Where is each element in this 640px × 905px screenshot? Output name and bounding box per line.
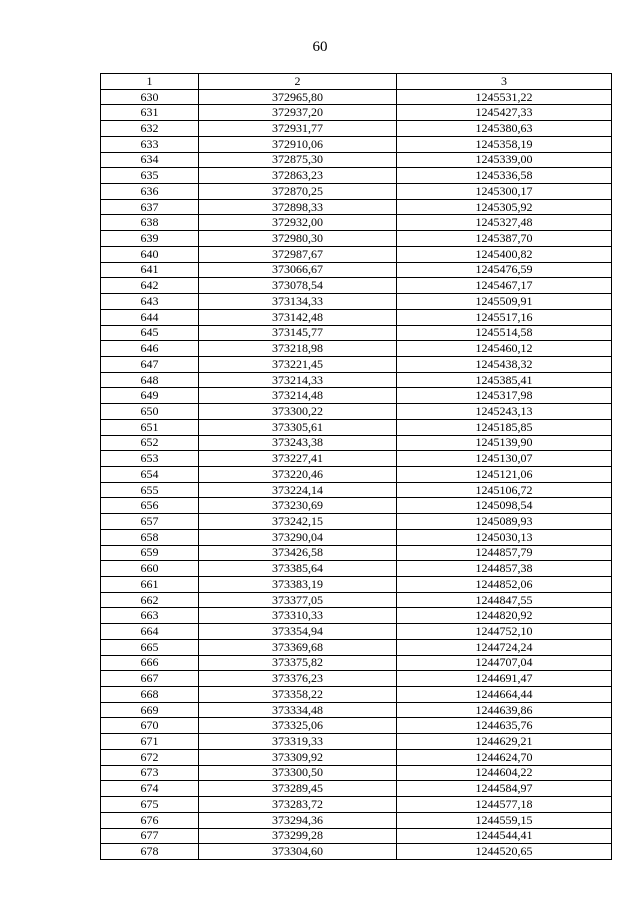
- cell-x-coordinate: 373214,33: [199, 372, 397, 388]
- table-row: [101, 514, 612, 530]
- cell-y-coordinate: 1245139,90: [397, 435, 612, 451]
- cell-x-coordinate: 373385,64: [199, 561, 397, 577]
- cell-y-coordinate: 1245336,58: [397, 168, 612, 184]
- table-row: [101, 435, 612, 451]
- cell-point-number: 643: [101, 294, 199, 310]
- cell-x-coordinate: 373221,45: [199, 356, 397, 372]
- cell-x-coordinate: 373377,05: [199, 592, 397, 608]
- table-row: [101, 199, 612, 215]
- column-header-y: 3: [397, 74, 612, 90]
- cell-y-coordinate: 1245185,85: [397, 419, 612, 435]
- cell-x-coordinate: 372937,20: [199, 105, 397, 121]
- cell-y-coordinate: 1245300,17: [397, 184, 612, 200]
- cell-x-coordinate: 373309,92: [199, 749, 397, 765]
- cell-point-number: 652: [101, 435, 199, 451]
- cell-point-number: 649: [101, 388, 199, 404]
- cell-x-coordinate: 373242,15: [199, 514, 397, 530]
- cell-point-number: 666: [101, 655, 199, 671]
- table-row: [101, 781, 612, 797]
- cell-x-coordinate: 373066,67: [199, 262, 397, 278]
- table-row: [101, 325, 612, 341]
- cell-x-coordinate: 373310,33: [199, 608, 397, 624]
- cell-y-coordinate: 1245438,32: [397, 356, 612, 372]
- cell-y-coordinate: 1244635,76: [397, 718, 612, 734]
- cell-x-coordinate: 372870,25: [199, 184, 397, 200]
- table-row: [101, 482, 612, 498]
- table-row: [101, 419, 612, 435]
- cell-y-coordinate: 1245358,19: [397, 136, 612, 152]
- cell-y-coordinate: 1244852,06: [397, 577, 612, 593]
- cell-point-number: 672: [101, 749, 199, 765]
- cell-point-number: 654: [101, 466, 199, 482]
- cell-x-coordinate: 373218,98: [199, 341, 397, 357]
- cell-y-coordinate: 1244847,55: [397, 592, 612, 608]
- cell-y-coordinate: 1245243,13: [397, 404, 612, 420]
- cell-point-number: 670: [101, 718, 199, 734]
- cell-point-number: 633: [101, 136, 199, 152]
- cell-point-number: 669: [101, 702, 199, 718]
- coordinates-table: [100, 73, 612, 860]
- cell-y-coordinate: 1245509,91: [397, 294, 612, 310]
- cell-y-coordinate: 1245305,92: [397, 199, 612, 215]
- cell-x-coordinate: 373376,23: [199, 671, 397, 687]
- cell-y-coordinate: 1245317,98: [397, 388, 612, 404]
- cell-x-coordinate: 373319,33: [199, 734, 397, 750]
- cell-y-coordinate: 1245514,58: [397, 325, 612, 341]
- cell-y-coordinate: 1245467,17: [397, 278, 612, 294]
- table-row: [101, 687, 612, 703]
- cell-y-coordinate: 1245106,72: [397, 482, 612, 498]
- cell-y-coordinate: 1245531,22: [397, 89, 612, 105]
- table-row: [101, 577, 612, 593]
- cell-x-coordinate: 373305,61: [199, 419, 397, 435]
- table-row: [101, 765, 612, 781]
- cell-y-coordinate: 1244707,04: [397, 655, 612, 671]
- cell-x-coordinate: 372910,06: [199, 136, 397, 152]
- cell-y-coordinate: 1245380,63: [397, 121, 612, 137]
- cell-point-number: 661: [101, 577, 199, 593]
- cell-point-number: 665: [101, 639, 199, 655]
- cell-y-coordinate: 1244820,92: [397, 608, 612, 624]
- cell-x-coordinate: 373426,58: [199, 545, 397, 561]
- table-row: [101, 797, 612, 813]
- cell-y-coordinate: 1244691,47: [397, 671, 612, 687]
- cell-x-coordinate: 373334,48: [199, 702, 397, 718]
- cell-y-coordinate: 1244664,44: [397, 687, 612, 703]
- cell-x-coordinate: 373230,69: [199, 498, 397, 514]
- cell-point-number: 677: [101, 828, 199, 844]
- cell-point-number: 650: [101, 404, 199, 420]
- cell-y-coordinate: 1244624,70: [397, 749, 612, 765]
- cell-point-number: 638: [101, 215, 199, 231]
- table-row: [101, 828, 612, 844]
- cell-point-number: 644: [101, 309, 199, 325]
- cell-point-number: 660: [101, 561, 199, 577]
- cell-point-number: 646: [101, 341, 199, 357]
- cell-point-number: 631: [101, 105, 199, 121]
- cell-y-coordinate: 1245385,41: [397, 372, 612, 388]
- table-row: [101, 231, 612, 247]
- column-header-x: 2: [199, 74, 397, 90]
- cell-point-number: 676: [101, 812, 199, 828]
- cell-x-coordinate: 372931,77: [199, 121, 397, 137]
- cell-point-number: 673: [101, 765, 199, 781]
- cell-point-number: 678: [101, 844, 199, 860]
- table-row: [101, 184, 612, 200]
- cell-x-coordinate: 373145,77: [199, 325, 397, 341]
- header-row: [101, 74, 612, 90]
- cell-y-coordinate: 1244857,38: [397, 561, 612, 577]
- table-row: [101, 278, 612, 294]
- cell-y-coordinate: 1244724,24: [397, 639, 612, 655]
- table-header: [101, 74, 612, 90]
- cell-point-number: 659: [101, 545, 199, 561]
- cell-point-number: 671: [101, 734, 199, 750]
- table-row: [101, 215, 612, 231]
- cell-point-number: 658: [101, 529, 199, 545]
- cell-x-coordinate: 372932,00: [199, 215, 397, 231]
- cell-y-coordinate: 1244629,21: [397, 734, 612, 750]
- cell-point-number: 645: [101, 325, 199, 341]
- cell-x-coordinate: 373304,60: [199, 844, 397, 860]
- cell-x-coordinate: 373134,33: [199, 294, 397, 310]
- cell-y-coordinate: 1244544,41: [397, 828, 612, 844]
- cell-x-coordinate: 372898,33: [199, 199, 397, 215]
- cell-x-coordinate: 373227,41: [199, 451, 397, 467]
- cell-point-number: 639: [101, 231, 199, 247]
- cell-point-number: 640: [101, 246, 199, 262]
- cell-x-coordinate: 373243,38: [199, 435, 397, 451]
- table-row: [101, 812, 612, 828]
- table-row: [101, 844, 612, 860]
- cell-x-coordinate: 372863,23: [199, 168, 397, 184]
- cell-x-coordinate: 373354,94: [199, 624, 397, 640]
- table-row: [101, 718, 612, 734]
- cell-y-coordinate: 1245098,54: [397, 498, 612, 514]
- table-row: [101, 372, 612, 388]
- table-body: [101, 89, 612, 859]
- table-row: [101, 639, 612, 655]
- table-row: [101, 608, 612, 624]
- cell-point-number: 642: [101, 278, 199, 294]
- cell-point-number: 674: [101, 781, 199, 797]
- cell-y-coordinate: 1245517,16: [397, 309, 612, 325]
- cell-point-number: 664: [101, 624, 199, 640]
- table-row: [101, 341, 612, 357]
- cell-x-coordinate: 373283,72: [199, 797, 397, 813]
- cell-y-coordinate: 1245130,07: [397, 451, 612, 467]
- cell-x-coordinate: 373294,36: [199, 812, 397, 828]
- cell-x-coordinate: 373325,06: [199, 718, 397, 734]
- table-row: [101, 498, 612, 514]
- table-row: [101, 404, 612, 420]
- cell-y-coordinate: 1244752,10: [397, 624, 612, 640]
- cell-x-coordinate: 373142,48: [199, 309, 397, 325]
- cell-x-coordinate: 373375,82: [199, 655, 397, 671]
- table-row: [101, 749, 612, 765]
- cell-x-coordinate: 372987,67: [199, 246, 397, 262]
- cell-y-coordinate: 1245089,93: [397, 514, 612, 530]
- cell-point-number: 668: [101, 687, 199, 703]
- cell-x-coordinate: 373383,19: [199, 577, 397, 593]
- cell-point-number: 635: [101, 168, 199, 184]
- cell-point-number: 632: [101, 121, 199, 137]
- cell-y-coordinate: 1244857,79: [397, 545, 612, 561]
- cell-x-coordinate: 373300,50: [199, 765, 397, 781]
- cell-point-number: 634: [101, 152, 199, 168]
- table-row: [101, 734, 612, 750]
- table-row: [101, 262, 612, 278]
- cell-y-coordinate: 1244639,86: [397, 702, 612, 718]
- table-row: [101, 136, 612, 152]
- table-row: [101, 246, 612, 262]
- table-row: [101, 451, 612, 467]
- cell-x-coordinate: 373224,14: [199, 482, 397, 498]
- table-row: [101, 655, 612, 671]
- cell-point-number: 651: [101, 419, 199, 435]
- cell-y-coordinate: 1244559,15: [397, 812, 612, 828]
- table-row: [101, 561, 612, 577]
- table-row: [101, 592, 612, 608]
- table-row: [101, 529, 612, 545]
- cell-x-coordinate: 373220,46: [199, 466, 397, 482]
- cell-y-coordinate: 1244584,97: [397, 781, 612, 797]
- table-row: [101, 121, 612, 137]
- cell-y-coordinate: 1245460,12: [397, 341, 612, 357]
- table-row: [101, 388, 612, 404]
- cell-x-coordinate: 373299,28: [199, 828, 397, 844]
- cell-y-coordinate: 1245400,82: [397, 246, 612, 262]
- table-row: [101, 671, 612, 687]
- cell-y-coordinate: 1245030,13: [397, 529, 612, 545]
- cell-x-coordinate: 373300,22: [199, 404, 397, 420]
- table-row: [101, 152, 612, 168]
- column-header-point: 1: [101, 74, 199, 90]
- table-row: [101, 309, 612, 325]
- table-row: [101, 466, 612, 482]
- cell-point-number: 675: [101, 797, 199, 813]
- cell-point-number: 653: [101, 451, 199, 467]
- table-row: [101, 545, 612, 561]
- cell-point-number: 647: [101, 356, 199, 372]
- cell-y-coordinate: 1244604,22: [397, 765, 612, 781]
- cell-x-coordinate: 373289,45: [199, 781, 397, 797]
- cell-point-number: 662: [101, 592, 199, 608]
- cell-point-number: 648: [101, 372, 199, 388]
- cell-point-number: 656: [101, 498, 199, 514]
- cell-x-coordinate: 373214,48: [199, 388, 397, 404]
- cell-x-coordinate: 373078,54: [199, 278, 397, 294]
- cell-x-coordinate: 373290,04: [199, 529, 397, 545]
- cell-point-number: 667: [101, 671, 199, 687]
- cell-x-coordinate: 373369,68: [199, 639, 397, 655]
- cell-y-coordinate: 1245339,00: [397, 152, 612, 168]
- table-row: [101, 105, 612, 121]
- cell-x-coordinate: 372980,30: [199, 231, 397, 247]
- cell-y-coordinate: 1244520,65: [397, 844, 612, 860]
- cell-y-coordinate: 1245476,59: [397, 262, 612, 278]
- cell-y-coordinate: 1245387,70: [397, 231, 612, 247]
- table-row: [101, 89, 612, 105]
- cell-point-number: 663: [101, 608, 199, 624]
- cell-y-coordinate: 1245427,33: [397, 105, 612, 121]
- page-number: 60: [312, 39, 328, 55]
- cell-point-number: 636: [101, 184, 199, 200]
- cell-y-coordinate: 1245121,06: [397, 466, 612, 482]
- cell-x-coordinate: 372965,80: [199, 89, 397, 105]
- table-row: [101, 168, 612, 184]
- cell-point-number: 637: [101, 199, 199, 215]
- table-row: [101, 294, 612, 310]
- table-row: [101, 356, 612, 372]
- cell-x-coordinate: 373358,22: [199, 687, 397, 703]
- cell-y-coordinate: 1245327,48: [397, 215, 612, 231]
- cell-x-coordinate: 372875,30: [199, 152, 397, 168]
- table-row: [101, 702, 612, 718]
- table-row: [101, 624, 612, 640]
- cell-point-number: 641: [101, 262, 199, 278]
- cell-point-number: 630: [101, 89, 199, 105]
- cell-y-coordinate: 1244577,18: [397, 797, 612, 813]
- cell-point-number: 657: [101, 514, 199, 530]
- cell-point-number: 655: [101, 482, 199, 498]
